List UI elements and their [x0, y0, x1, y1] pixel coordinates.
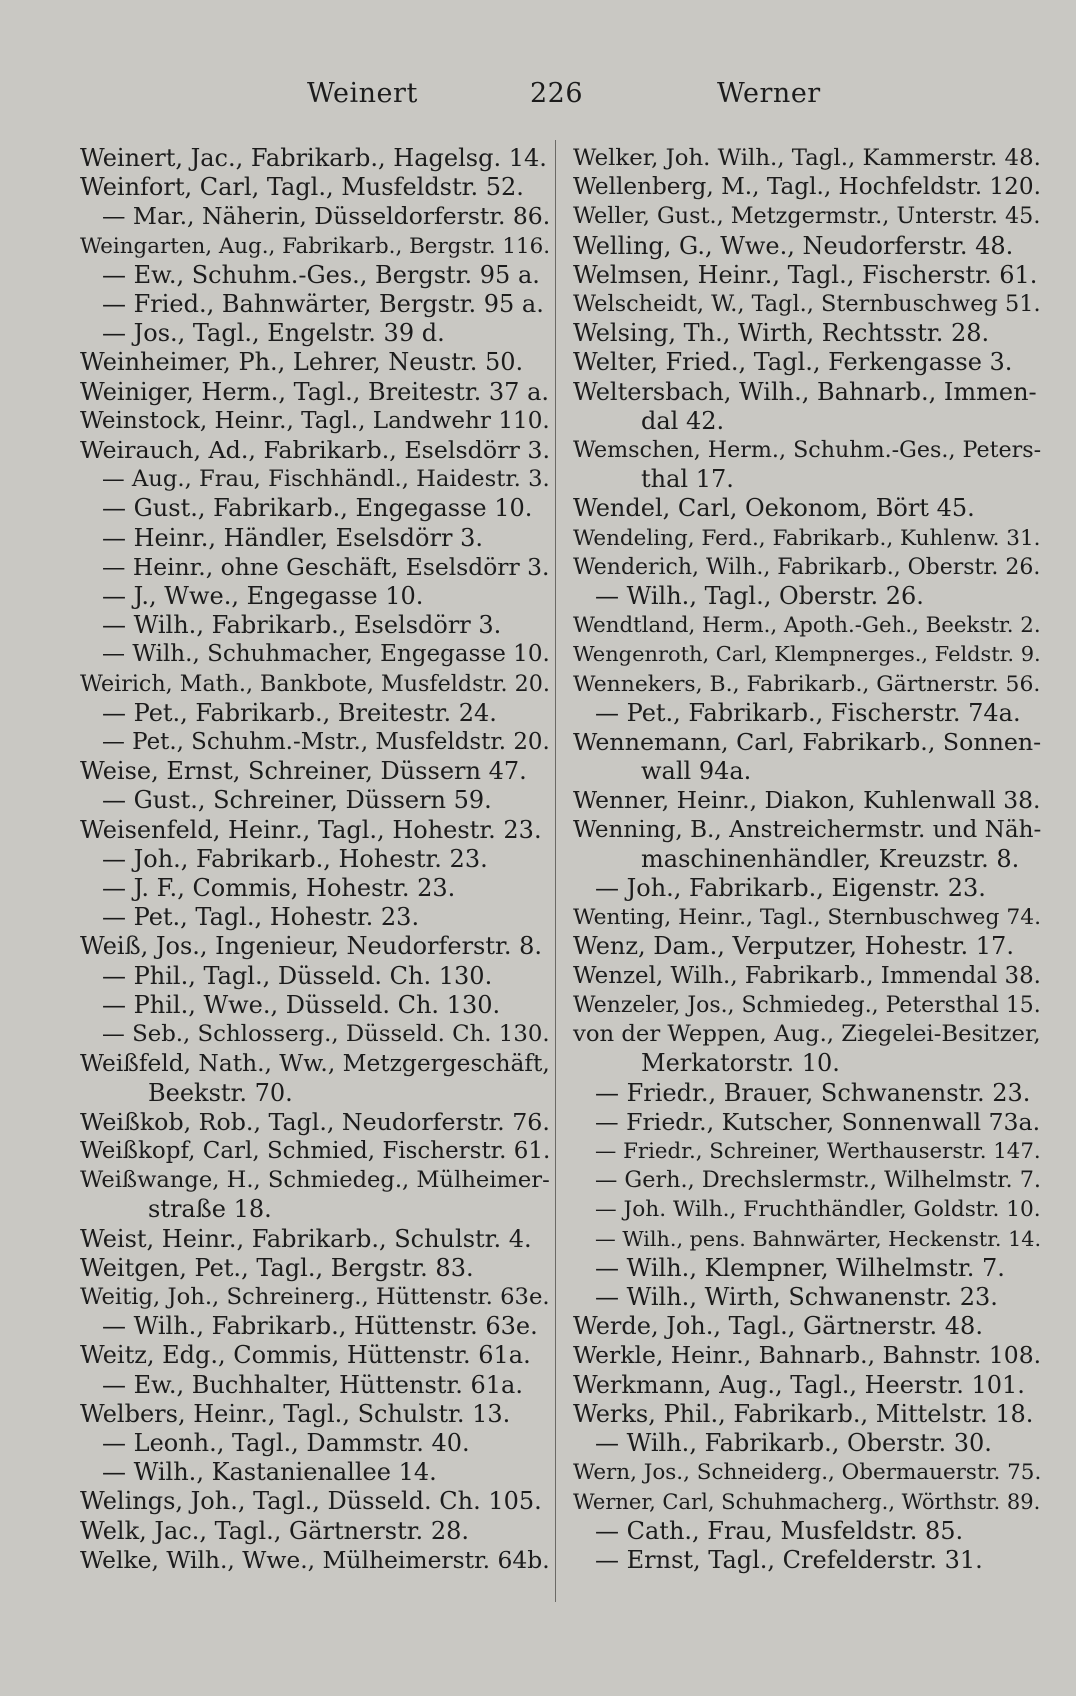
directory-entry: Wellenberg, M., Tagl., Hochfeldstr. 120. — [573, 174, 1041, 201]
directory-entry: von der Weppen, Aug., Ziegelei-Besitzer, — [573, 1021, 1041, 1048]
header-last-name: Werner — [717, 78, 821, 109]
directory-entry: — Wilh., Fabrikarb., Oberstr. 30. — [595, 1428, 992, 1457]
directory-entry: Welk, Jac., Tagl., Gärtnerstr. 28. — [80, 1516, 469, 1545]
directory-entry: — Wilh., Fabrikarb., Hüttenstr. 63e. — [102, 1312, 538, 1341]
directory-entry-continuation: maschinenhändler, Kreuzstr. 8. — [641, 844, 1020, 873]
directory-entry-continuation: Merkatorstr. 10. — [641, 1049, 840, 1078]
directory-entry: Weisenfeld, Heinr., Tagl., Hohestr. 23. — [80, 815, 542, 844]
directory-entry: Weltersbach, Wilh., Bahnarb., Immen- — [573, 377, 1037, 406]
directory-entry: — Ew., Schuhm.-Ges., Bergstr. 95 a. — [102, 260, 540, 289]
directory-entry: Weinert, Jac., Fabrikarb., Hagelsg. 14. — [80, 144, 547, 172]
directory-entry: Weirauch, Ad., Fabrikarb., Eselsdörr 3. — [80, 436, 551, 465]
directory-entry: Welbers, Heinr., Tagl., Schulstr. 13. — [80, 1399, 511, 1428]
directory-entry: Weißfeld, Nath., Ww., Metzgergeschäft, — [80, 1050, 550, 1078]
directory-entry: — Phil., Tagl., Düsseld. Ch. 130. — [102, 961, 493, 990]
directory-entry: Weißwange, H., Schmiedeg., Mülheimer- — [80, 1167, 550, 1194]
directory-entry: Weitz, Edg., Commis, Hüttenstr. 61a. — [80, 1341, 531, 1370]
directory-entry: — J. F., Commis, Hohestr. 23. — [102, 874, 456, 903]
directory-entry: Weinstock, Heinr., Tagl., Landwehr 110. — [80, 407, 550, 434]
directory-entry: Welke, Wilh., Wwe., Mülheimerstr. 64b. — [80, 1545, 550, 1574]
directory-entry: — Phil., Wwe., Düsseld. Ch. 130. — [102, 990, 501, 1019]
directory-entry: — Friedr., Schreiner, Werthauserstr. 147. — [595, 1138, 1041, 1164]
directory-entry: Wenzeler, Jos., Schmiedeg., Petersthal 15. — [573, 992, 1041, 1018]
directory-entry: Wenning, B., Anstreichermstr. und Näh- — [573, 816, 1042, 843]
directory-entry-continuation: thal 17. — [641, 465, 734, 494]
directory-entry: Wenner, Heinr., Diakon, Kuhlenwall 38. — [573, 786, 1041, 815]
directory-entry: Wenderich, Wilh., Fabrikarb., Oberstr. 26. — [573, 554, 1041, 580]
directory-entry: Wennekers, B., Fabrikarb., Gärtnerstr. 56. — [573, 671, 1041, 697]
directory-entry: Wenzel, Wilh., Fabrikarb., Immendal 38. — [573, 962, 1041, 989]
directory-entry: Weise, Ernst, Schreiner, Düssern 47. — [80, 757, 527, 786]
directory-entry-continuation: Beekstr. 70. — [148, 1078, 293, 1107]
directory-entry: Welling, G., Wwe., Neudorferstr. 48. — [573, 231, 1014, 260]
directory-entry: Welings, Joh., Tagl., Düsseld. Ch. 105. — [80, 1487, 542, 1516]
directory-entry: Welter, Fried., Tagl., Ferkengasse 3. — [573, 348, 1013, 377]
directory-entry: — Pet., Fabrikarb., Breitestr. 24. — [102, 698, 497, 727]
directory-entry: — Joh., Fabrikarb., Hohestr. 23. — [102, 844, 488, 873]
directory-entry: — Gerh., Drechslermstr., Wilhelmstr. 7. — [595, 1167, 1041, 1194]
directory-entry-continuation: dal 42. — [641, 406, 725, 435]
directory-entry: Wern, Jos., Schneiderg., Obermauerstr. 75. — [573, 1460, 1042, 1486]
directory-entry: Welscheidt, W., Tagl., Sternbuschweg 51. — [573, 291, 1041, 318]
directory-entry: Weißkopf, Carl, Schmied, Fischerstr. 61. — [80, 1137, 551, 1164]
directory-entry: Wengenroth, Carl, Klempnerges., Feldstr. 9. — [573, 642, 1041, 667]
page-header — [0, 78, 1076, 114]
directory-entry-continuation: straße 18. — [148, 1195, 272, 1224]
directory-entry: — J., Wwe., Engegasse 10. — [102, 582, 424, 611]
directory-entry: Weingarten, Aug., Fabrikarb., Bergstr. 116. — [80, 233, 551, 259]
directory-entry: Werkle, Heinr., Bahnarb., Bahnstr. 108. — [573, 1341, 1042, 1370]
directory-entry: Weißkob, Rob., Tagl., Neudorferstr. 76. — [80, 1107, 550, 1136]
directory-entry: — Jos., Tagl., Engelstr. 39 d. — [102, 319, 445, 348]
directory-entry: Werde, Joh., Tagl., Gärtnerstr. 48. — [573, 1312, 983, 1341]
column-divider — [555, 140, 556, 1602]
directory-entry: Werks, Phil., Fabrikarb., Mittelstr. 18. — [573, 1399, 1034, 1428]
directory-entry: Werner, Carl, Schuhmacherg., Wörthstr. 89. — [573, 1489, 1041, 1515]
directory-entry: — Joh. Wilh., Fruchthändler, Goldstr. 10. — [595, 1197, 1041, 1223]
directory-entry: — Gust., Fabrikarb., Engegasse 10. — [102, 494, 533, 523]
directory-entry: — Pet., Schuhm.-Mstr., Musfeldstr. 20. — [102, 729, 550, 756]
directory-entry-continuation: wall 94a. — [641, 757, 752, 786]
directory-entry: Wennemann, Carl, Fabrikarb., Sonnen- — [573, 728, 1042, 757]
directory-entry: — Wilh., Wirth, Schwanenstr. 23. — [595, 1282, 998, 1311]
directory-entry: Wendel, Carl, Oekonom, Bört 45. — [573, 494, 975, 523]
directory-entry: Weinfort, Carl, Tagl., Musfeldstr. 52. — [80, 173, 524, 202]
directory-entry: — Fried., Bahnwärter, Bergstr. 95 a. — [102, 290, 544, 319]
directory-entry: Weitgen, Pet., Tagl., Bergstr. 83. — [80, 1253, 474, 1282]
directory-entry: — Leonh., Tagl., Dammstr. 40. — [102, 1428, 470, 1457]
directory-entry: Weller, Gust., Metzgermstr., Unterstr. 45. — [573, 203, 1041, 230]
directory-entry: Wenz, Dam., Verputzer, Hohestr. 17. — [573, 932, 1014, 961]
directory-entry: — Pet., Tagl., Hohestr. 23. — [102, 903, 420, 932]
directory-entry: Wenting, Heinr., Tagl., Sternbuschweg 74. — [573, 905, 1041, 931]
directory-entry: Welker, Joh. Wilh., Tagl., Kammerstr. 48. — [573, 145, 1041, 171]
directory-entry: Werkmann, Aug., Tagl., Heerstr. 101. — [573, 1370, 1025, 1399]
directory-entry: Welmsen, Heinr., Tagl., Fischerstr. 61. — [573, 260, 1038, 289]
left-column — [80, 144, 550, 1575]
directory-entry: Wemschen, Herm., Schuhm.-Ges., Peters- — [573, 437, 1042, 464]
directory-entry: Weist, Heinr., Fabrikarb., Schulstr. 4. — [80, 1224, 532, 1253]
directory-entry: — Seb., Schlosserg., Düsseld. Ch. 130. — [102, 1021, 550, 1048]
directory-entry: Weitig, Joh., Schreinerg., Hüttenstr. 63e. — [80, 1283, 550, 1310]
directory-entry: — Mar., Näherin, Düsseldorferstr. 86. — [102, 202, 551, 231]
directory-entry: — Ernst, Tagl., Crefelderstr. 31. — [595, 1545, 983, 1574]
directory-entry: — Pet., Fabrikarb., Fischerstr. 74a. — [595, 698, 1021, 727]
header-first-name: Weinert — [307, 78, 418, 109]
directory-entry: — Friedr., Kutscher, Sonnenwall 73a. — [595, 1107, 1041, 1136]
page-number: 226 — [530, 78, 584, 109]
directory-entry: Welsing, Th., Wirth, Rechtsstr. 28. — [573, 319, 990, 348]
directory-entry: Weiniger, Herm., Tagl., Breitestr. 37 a. — [80, 377, 550, 406]
directory-entry: — Aug., Frau, Fischhändl., Haidestr. 3. — [102, 466, 550, 493]
directory-entry: — Wilh., Tagl., Oberstr. 26. — [595, 582, 924, 611]
directory-entry: — Wilh., Klempner, Wilhelmstr. 7. — [595, 1253, 1005, 1282]
directory-entry: Weinheimer, Ph., Lehrer, Neustr. 50. — [80, 348, 524, 377]
directory-entry: — Joh., Fabrikarb., Eigenstr. 23. — [595, 874, 986, 903]
directory-entry: — Cath., Frau, Musfeldstr. 85. — [595, 1516, 964, 1545]
directory-entry: Weiß, Jos., Ingenieur, Neudorferstr. 8. — [80, 932, 542, 961]
directory-entry: — Wilh., pens. Bahnwärter, Heckenstr. 14. — [595, 1226, 1042, 1251]
directory-entry: — Heinr., Händler, Eselsdörr 3. — [102, 523, 483, 552]
directory-entry: Weirich, Math., Bankbote, Musfeldstr. 20. — [80, 670, 550, 697]
directory-entry: — Ew., Buchhalter, Hüttenstr. 61a. — [102, 1370, 523, 1399]
directory-entry: Wendtland, Herm., Apoth.-Geh., Beekstr. 2. — [573, 613, 1041, 639]
directory-entry: — Wilh., Schuhmacher, Engegasse 10. — [102, 641, 550, 668]
directory-entry: — Heinr., ohne Geschäft, Eselsdörr 3. — [102, 552, 550, 581]
directory-entry: — Friedr., Brauer, Schwanenstr. 23. — [595, 1078, 1031, 1107]
directory-entry: — Gust., Schreiner, Düssern 59. — [102, 786, 492, 815]
right-column — [573, 144, 1041, 1575]
directory-entry: Wendeling, Ferd., Fabrikarb., Kuhlenw. 31. — [573, 525, 1041, 551]
directory-entry: — Wilh., Kastanienallee 14. — [102, 1458, 437, 1487]
directory-entry: — Wilh., Fabrikarb., Eselsdörr 3. — [102, 611, 502, 640]
